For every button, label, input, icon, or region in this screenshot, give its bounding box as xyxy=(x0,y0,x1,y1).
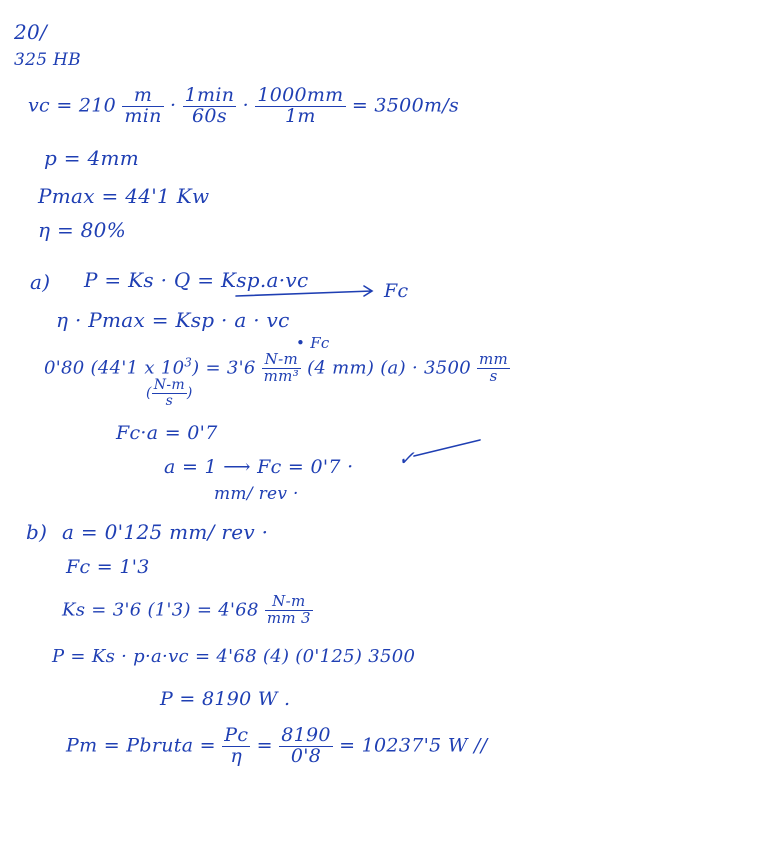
problem-number: 20/ xyxy=(14,20,48,44)
vc-fraction-1-num: m xyxy=(122,86,163,107)
part-a-line6: mm/ rev · xyxy=(214,484,299,504)
part-b-line6-den1: η xyxy=(230,744,243,767)
part-b-line3-den: mm 3 xyxy=(266,608,311,627)
part-a-line1: P = Ks · Q = Ksp.a·vc xyxy=(84,268,309,292)
part-b-line6-eq: = xyxy=(256,734,273,757)
part-b-line3-num: N-m xyxy=(265,594,313,611)
part-a-line3-rest-units xyxy=(477,352,510,385)
part-b-label: b) xyxy=(26,520,48,544)
vc-fraction-3-num: 1000mm xyxy=(257,84,344,106)
part-a-line3-units xyxy=(262,352,301,385)
part-a-line3-units-den: mm³ xyxy=(263,366,300,385)
vc-fraction-1 xyxy=(122,86,163,127)
part-a-line3-units-num: N-m xyxy=(262,352,301,369)
part-b-line6-fraction-2 xyxy=(279,726,333,767)
part-b-line6-result: = 10237'5 W // xyxy=(339,734,488,757)
part-a-line3-rest: (4 mm) (a) · 3500 xyxy=(307,357,471,379)
depth-given: p = 4mm xyxy=(44,146,140,170)
part-a-line3-sub-units: ( $\frac{N-m}{s}$ ) xyxy=(146,377,193,409)
part-b-line1: a = 0'125 mm/ rev · xyxy=(62,520,269,544)
part-a-line5: a = 1 ⟶ Fc = 0'7 · xyxy=(164,456,354,478)
vc-dot-1: · xyxy=(169,94,177,117)
vc-dot-2: · xyxy=(242,94,249,117)
vc-conversion-line xyxy=(28,86,459,127)
vc-fraction-3 xyxy=(255,86,345,127)
part-a-line2-annotation: • Fc xyxy=(296,334,330,352)
vc-fraction-2-den: 60s xyxy=(192,104,227,127)
part-b-line6-num2: 8190 xyxy=(281,724,331,746)
part-b-line6 xyxy=(66,726,487,767)
part-b-line6-fraction-1 xyxy=(222,726,250,767)
part-b-line5: P = 8190 W . xyxy=(160,688,291,710)
efficiency-given: η = 80% xyxy=(38,218,127,242)
part-a-line1-arrow-label: Fc xyxy=(384,280,409,302)
part-b-line6-den2: 0'8 xyxy=(290,744,322,767)
check-tail xyxy=(414,440,480,456)
part-a-line3-sub-num: N-m xyxy=(153,377,185,393)
part-b-line2: Fc = 1'3 xyxy=(66,556,150,578)
part-b-line6-lhs: Pm = Pbruta = xyxy=(66,734,216,757)
part-a-checkmark: ✓ xyxy=(398,446,416,470)
part-a-line3 xyxy=(44,352,510,385)
vc-result: = 3500 xyxy=(351,94,424,117)
vc-fraction-1-den: min xyxy=(124,104,162,127)
part-a-line3-sub-fraction xyxy=(152,378,187,408)
vc-fraction-2-num: 1min xyxy=(184,84,235,106)
pmax-given: Pmax = 44'1 Kw xyxy=(38,184,210,208)
part-a-line3-rest-den: s xyxy=(489,366,498,385)
part-b-line3-units xyxy=(265,594,313,627)
material-hardness: 325 HB xyxy=(14,50,81,70)
part-a-line3-sub-den: s xyxy=(165,392,174,409)
part-b-line6-num1: Pc xyxy=(224,724,249,746)
part-a-line3-lhs-close: ) = 3'6 xyxy=(192,357,256,379)
part-b-line3-text: Ks = 3'6 (1'3) = 4'68 xyxy=(62,599,259,621)
vc-unit: m/s xyxy=(423,94,460,117)
part-a-line4: Fc·a = 0'7 xyxy=(116,422,218,444)
part-a-line3-rest-num: mm xyxy=(479,350,509,368)
part-a-line3-lhs: 0'80 (44'1 x 10 xyxy=(44,357,185,379)
vc-fraction-2 xyxy=(183,86,237,127)
part-a-line3-exp: 3 xyxy=(184,355,193,370)
part-a-label: a) xyxy=(30,270,51,294)
part-b-line3 xyxy=(62,594,313,627)
part-a-line2: η · Pmax = Ksp · a · vc xyxy=(56,308,290,332)
vc-lhs: vc = 210 xyxy=(28,94,117,117)
part-b-line4: P = Ks · p·a·vc = 4'68 (4) (0'125) 3500 xyxy=(52,646,416,667)
vc-fraction-3-den: 1m xyxy=(285,104,316,127)
